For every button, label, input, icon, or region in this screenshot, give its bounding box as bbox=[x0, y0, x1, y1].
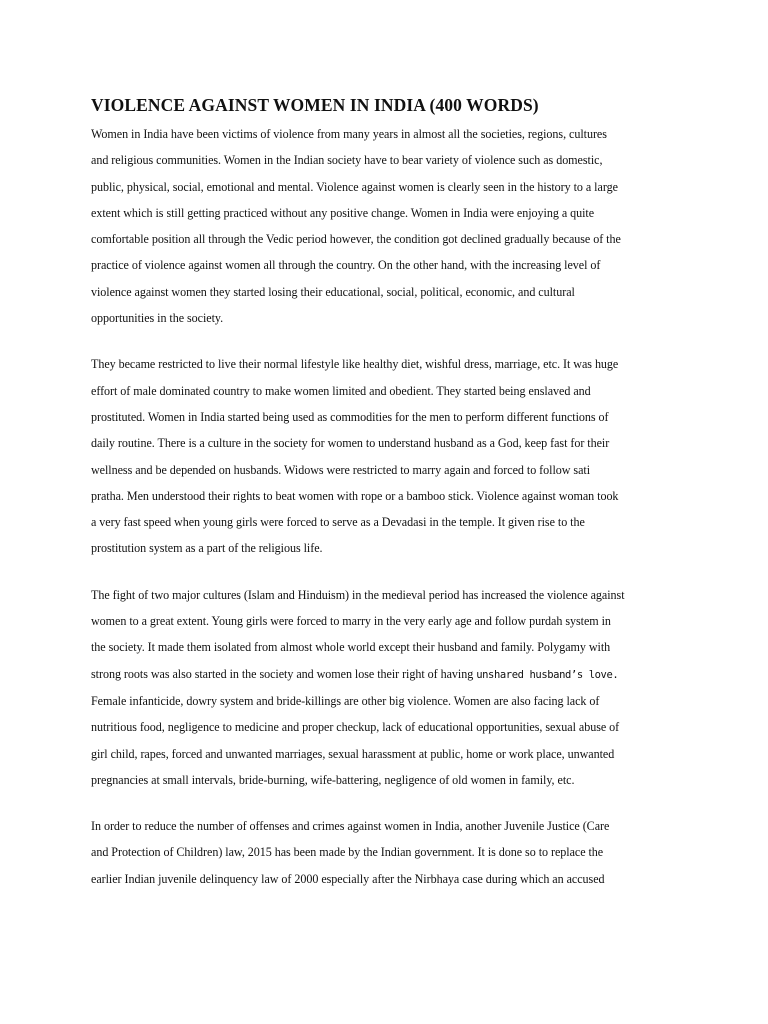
paragraph-line-with-alt-font bbox=[91, 661, 688, 688]
paragraph-line: earlier Indian juvenile delinquency law of 2000 especially after the Nirbhaya case during which an accused bbox=[91, 871, 605, 886]
paragraph-line: opportunities in the society. bbox=[91, 311, 224, 326]
paragraph-line: comfortable position all through the Vedic period however, the condition got declined gradually because of the bbox=[91, 232, 621, 247]
paragraph-line: the society. It made them isolated from almost whole world except their husband and family. Polygamy with bbox=[91, 640, 611, 655]
paragraph-line: violence against women they started losing their educational, social, political, economic, and cultural bbox=[91, 284, 575, 299]
paragraph-line: daily routine. There is a culture in the society for women to understand husband as a God, keep fast for their bbox=[91, 436, 610, 451]
paragraph-line: prostitution system as a part of the religious life. bbox=[91, 541, 323, 556]
paragraph-2 bbox=[91, 351, 688, 561]
line-text: strong roots was also started in the society and women lose their right of having bbox=[91, 666, 477, 681]
paragraph-line: women to a great extent. Young girls were forced to marry in the very early age and follow purdah system in bbox=[91, 614, 611, 629]
paragraph-line: and Protection of Children) law, 2015 has been made by the Indian government. It is done so to replace the bbox=[91, 845, 604, 860]
paragraph-line: practice of violence against women all through the country. On the other hand, with the increasing level of bbox=[91, 258, 601, 273]
paragraph-line: public, physical, social, emotional and mental. Violence against women is clearly seen in the history to a large bbox=[91, 179, 618, 194]
alt-font-phrase: unshared husband’s love. bbox=[476, 668, 619, 681]
paragraph-line: a very fast speed when young girls were forced to serve as a Devadasi in the temple. It given rise to the bbox=[91, 515, 585, 530]
paragraph-1 bbox=[91, 121, 688, 331]
paragraph-line: The fight of two major cultures (Islam and Hinduism) in the medieval period has increased the violence against bbox=[91, 587, 625, 602]
paragraph-line: effort of male dominated country to make women limited and obedient. They started being enslaved and bbox=[91, 383, 591, 398]
paragraph-line: Female infanticide, dowry system and bride-killings are other big violence. Women are also facing lack of bbox=[91, 693, 600, 708]
paragraph-line: prostituted. Women in India started being used as commodities for the men to perform different functions of bbox=[91, 409, 609, 424]
paragraph-line: nutritious food, negligence to medicine and proper checkup, lack of educational opportunities, sexual abuse of bbox=[91, 720, 620, 735]
paragraph-line: girl child, rapes, forced and unwanted marriages, sexual harassment at public, home or work place, unwanted bbox=[91, 746, 615, 761]
paragraph-3 bbox=[91, 582, 688, 793]
paragraph-4 bbox=[91, 813, 688, 892]
paragraph-line: pratha. Men understood their rights to beat women with rope or a bamboo stick. Violence against woman took bbox=[91, 488, 619, 503]
paragraph-line: extent which is still getting practiced without any positive change. Women in India were enjoying a quite bbox=[91, 205, 595, 220]
paragraph-line: Women in India have been victims of violence from many years in almost all the societies, regions, cultures bbox=[91, 127, 607, 141]
document-title: VIOLENCE AGAINST WOMEN IN INDIA (400 WORDS) bbox=[91, 95, 539, 115]
paragraph-line: pregnancies at small intervals, bride-burning, wife-battering, negligence of old women in family, etc. bbox=[91, 772, 575, 787]
paragraph-line: They became restricted to live their normal lifestyle like healthy diet, wishful dress, marriage, etc. It was huge bbox=[91, 357, 619, 372]
paragraph-line: In order to reduce the number of offenses and crimes against women in India, another Juvenile Justice (Care bbox=[91, 819, 610, 834]
paragraph-line: wellness and be depended on husbands. Widows were restricted to marry again and forced to follow sati bbox=[91, 462, 591, 477]
paragraph-line: and religious communities. Women in the Indian society have to bear variety of violence such as domestic, bbox=[91, 153, 603, 168]
